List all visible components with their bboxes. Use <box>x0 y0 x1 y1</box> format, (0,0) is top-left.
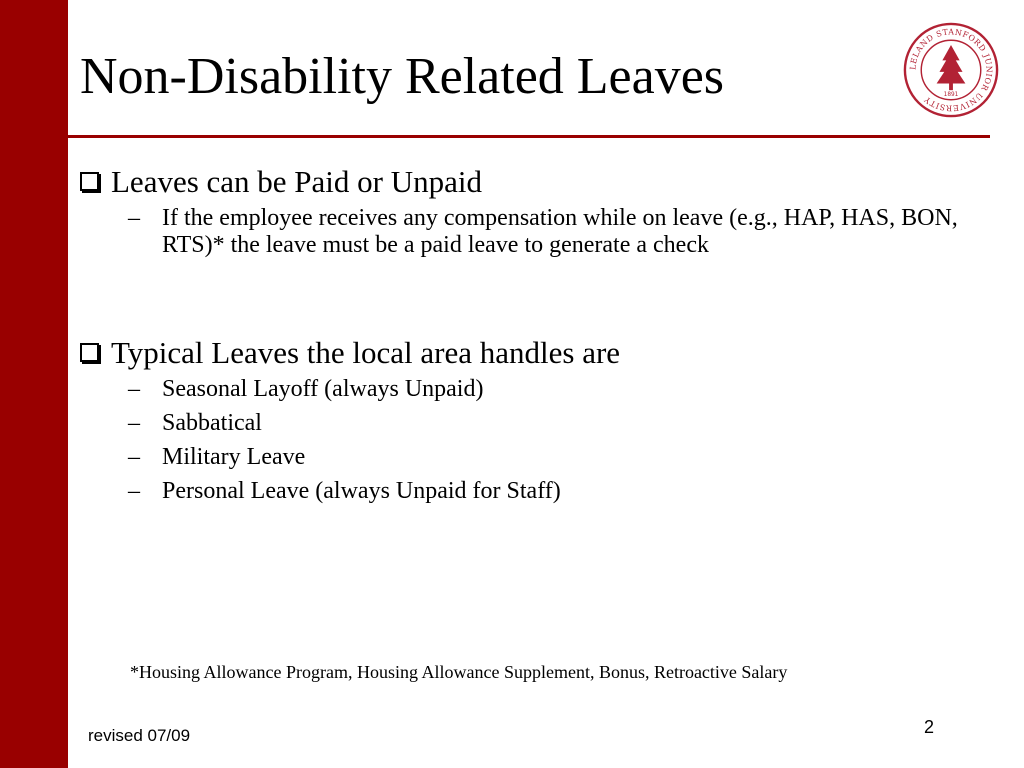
sub-item <box>128 478 561 505</box>
checkbox-bullet-icon <box>80 172 99 191</box>
dash-marker: – <box>128 205 140 231</box>
bullet-text: Leaves can be Paid or Unpaid <box>111 164 483 199</box>
checkbox-bullet-icon <box>80 343 99 362</box>
sub-item-text: If the employee receives any compensation while on leave (e.g., HAP, HAS, BON, RTS)* the leave must be a paid leave to generate a check <box>162 205 958 258</box>
bullet-text: Typical Leaves the local area handles are <box>111 335 621 370</box>
title-underline <box>68 135 990 138</box>
dash-marker: – <box>128 478 140 504</box>
sub-item-text: Seasonal Layoff (always Unpaid) <box>162 376 484 402</box>
dash-marker: – <box>128 444 140 470</box>
sub-item-text: Military Leave <box>162 444 306 470</box>
dash-marker: – <box>128 376 140 402</box>
dash-marker: – <box>128 410 140 436</box>
sub-item-text: Sabbatical <box>162 410 262 436</box>
page-number: 2 <box>924 717 935 737</box>
revised-date: revised 07/09 <box>88 726 191 745</box>
bullet-item <box>80 164 482 200</box>
left-accent-bar <box>0 0 68 768</box>
footnote: *Housing Allowance Program, Housing Allowance Supplement, Bonus, Retroactive Salary <box>130 662 788 682</box>
slide-title: Non-Disability Related Leaves <box>80 48 725 105</box>
bullet-item <box>80 335 620 371</box>
sub-item <box>128 410 262 437</box>
sub-item-text: Personal Leave (always Unpaid for Staff) <box>162 478 561 504</box>
sub-item <box>128 444 305 471</box>
svg-text:LELAND STANFORD JUNIOR UNIVERS: LELAND STANFORD JUNIOR UNIVERSITY <box>908 27 994 113</box>
sub-item <box>128 205 968 259</box>
svg-text:1891: 1891 <box>943 91 959 98</box>
stanford-seal-logo <box>903 22 999 118</box>
sub-item <box>128 376 483 403</box>
